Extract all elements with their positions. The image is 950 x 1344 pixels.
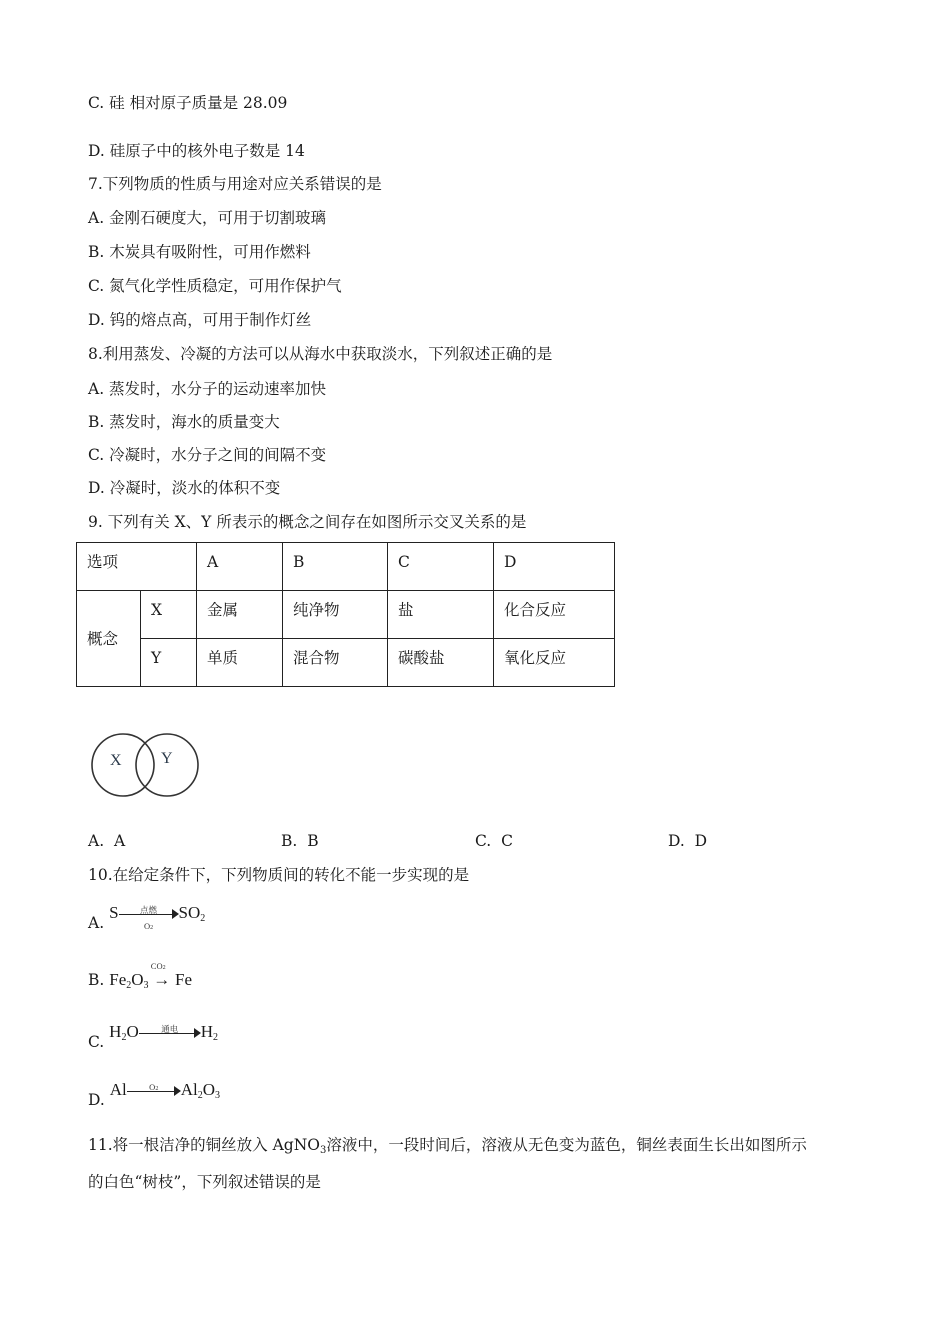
line-q7a: A. 金刚石硬度大，可用于切割玻璃 — [88, 209, 327, 227]
answer-c: C. C — [475, 832, 513, 850]
table-row — [77, 591, 615, 639]
line-q6c: C. 硅 相对原子质量是 28.09 — [88, 94, 288, 112]
line-q7c: C. 氮气化学性质稳定，可用作保护气 — [88, 277, 342, 295]
q10-option-b: B. $Fe_2O_3$ CO2 → Fe — [88, 961, 193, 991]
q10-option-c: C. $H_2O$ 通电 $H_2$ — [88, 1022, 219, 1051]
table-row — [77, 639, 615, 687]
table-row-key: X — [141, 591, 197, 639]
answer-d: D. D — [668, 832, 708, 850]
table-cell: 纯净物 — [283, 591, 388, 639]
venn-label-x: X — [110, 752, 122, 769]
line-q7b: B. 木炭具有吸附性，可用作燃料 — [88, 243, 311, 261]
question-11-line-2: 的白色“树枝”，下列叙述错误的是 — [88, 1173, 321, 1191]
reaction-arrow-icon: CO2 → — [150, 961, 171, 989]
reaction-arrow-icon: 通电 — [139, 1024, 201, 1042]
table-row-label: 概念 — [77, 591, 141, 687]
formula-d: Al O2 $Al_2O_3$ — [109, 1080, 221, 1101]
line-q6d: D. 硅原子中的核外电子数是 14 — [88, 142, 305, 160]
table-cell: 化合反应 — [494, 591, 615, 639]
table-header-cell: D — [494, 543, 615, 591]
answer-a: A. A — [88, 832, 126, 850]
line-q8a: A. 蒸发时，水分子的运动速率加快 — [88, 380, 327, 398]
answer-value: D — [694, 832, 708, 850]
venn-diagram — [90, 730, 202, 800]
line-q8c: C. 冷凝时，水分子之间的间隔不变 — [88, 446, 327, 464]
q10-option-a: A. S 点燃 O2 $SO_2$ — [88, 903, 206, 932]
line-q7d: D. 钨的熔点高，可用于制作灯丝 — [88, 311, 312, 329]
answer-value: A — [113, 832, 126, 850]
table-cell: 单质 — [197, 639, 283, 687]
question-11: 11.将一根洁净的铜丝放入 AgNO3溶液中，一段时间后，溶液从无色变为蓝色，铜丝表面生长出如图所示 — [88, 1136, 807, 1156]
formula-c: $H_2O$ 通电 $H_2$ — [109, 1022, 219, 1043]
table-header-cell: B — [283, 543, 388, 591]
table-cell: 金属 — [197, 591, 283, 639]
table-header-cell: 选项 — [77, 543, 197, 591]
concept-table — [76, 542, 615, 687]
answer-b: B. B — [281, 832, 319, 850]
table-cell: 氧化反应 — [494, 639, 615, 687]
question-10: 10.在给定条件下，下列物质间的转化不能一步实现的是 — [88, 866, 470, 884]
line-q8b: B. 蒸发时，海水的质量变大 — [88, 413, 280, 431]
line-q8d: D. 冷凝时，淡水的体积不变 — [88, 479, 281, 497]
table-row-key: Y — [141, 639, 197, 687]
reaction-arrow-icon: 点燃 O2 — [119, 905, 179, 923]
formula-a: S 点燃 O2 $SO_2$ — [109, 903, 206, 932]
question-8: 8.利用蒸发、冷凝的方法可以从海水中获取淡水，下列叙述正确的是 — [88, 345, 553, 363]
table-header-row — [77, 543, 615, 591]
formula-b: $Fe_2O_3$ CO2 → Fe — [109, 961, 193, 991]
reaction-arrow-icon: O2 — [127, 1082, 181, 1100]
table-cell: 碳酸盐 — [388, 639, 494, 687]
table-cell: 盐 — [388, 591, 494, 639]
table-header-cell: A — [197, 543, 283, 591]
question-7: 7.下列物质的性质与用途对应关系错误的是 — [88, 175, 382, 193]
table-header-cell: C — [388, 543, 494, 591]
answer-value: B — [307, 832, 319, 850]
q10-option-d: D. Al O2 $Al_2O_3$ — [88, 1080, 221, 1109]
answer-value: C — [501, 832, 513, 850]
table-cell: 混合物 — [283, 639, 388, 687]
question-9: 9. 下列有关 X、Y 所表示的概念之间存在如图所示交叉关系的是 — [88, 513, 527, 531]
venn-label-y: Y — [161, 750, 173, 767]
